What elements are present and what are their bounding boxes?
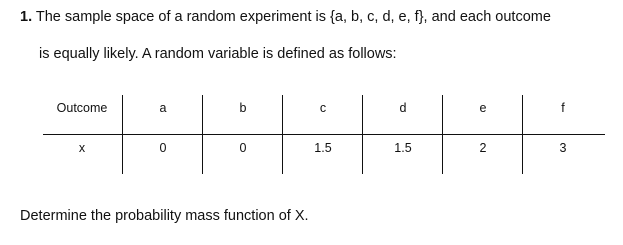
outcome-cell: e	[479, 101, 487, 115]
row-header-outcome: Outcome	[56, 101, 108, 115]
x-value-cell: 2	[479, 141, 487, 155]
question-line-2: is equally likely. A random variable is defined as follows:	[39, 46, 397, 62]
outcome-cell: d	[399, 101, 407, 115]
table-header-rule	[43, 134, 605, 135]
x-value-cell: 1.5	[314, 141, 332, 155]
question-text-1: The sample space of a random experiment is {a, b, c, d, e, f}, and each outcome	[35, 9, 551, 25]
question-number: 1.	[20, 9, 33, 25]
x-value-cell: 0	[239, 141, 247, 155]
row-header-x: x	[78, 141, 86, 155]
x-value-cell: 3	[559, 141, 567, 155]
outcome-cell: f	[561, 101, 565, 115]
outcome-table	[43, 95, 605, 174]
outcome-cell: c	[319, 101, 327, 115]
outcome-cell: b	[239, 101, 247, 115]
instruction-text: Determine the probability mass function of X.	[20, 208, 309, 224]
x-value-cell: 0	[159, 141, 167, 155]
question-line-1	[20, 9, 551, 25]
outcome-cell: a	[159, 101, 167, 115]
x-value-cell: 1.5	[394, 141, 412, 155]
